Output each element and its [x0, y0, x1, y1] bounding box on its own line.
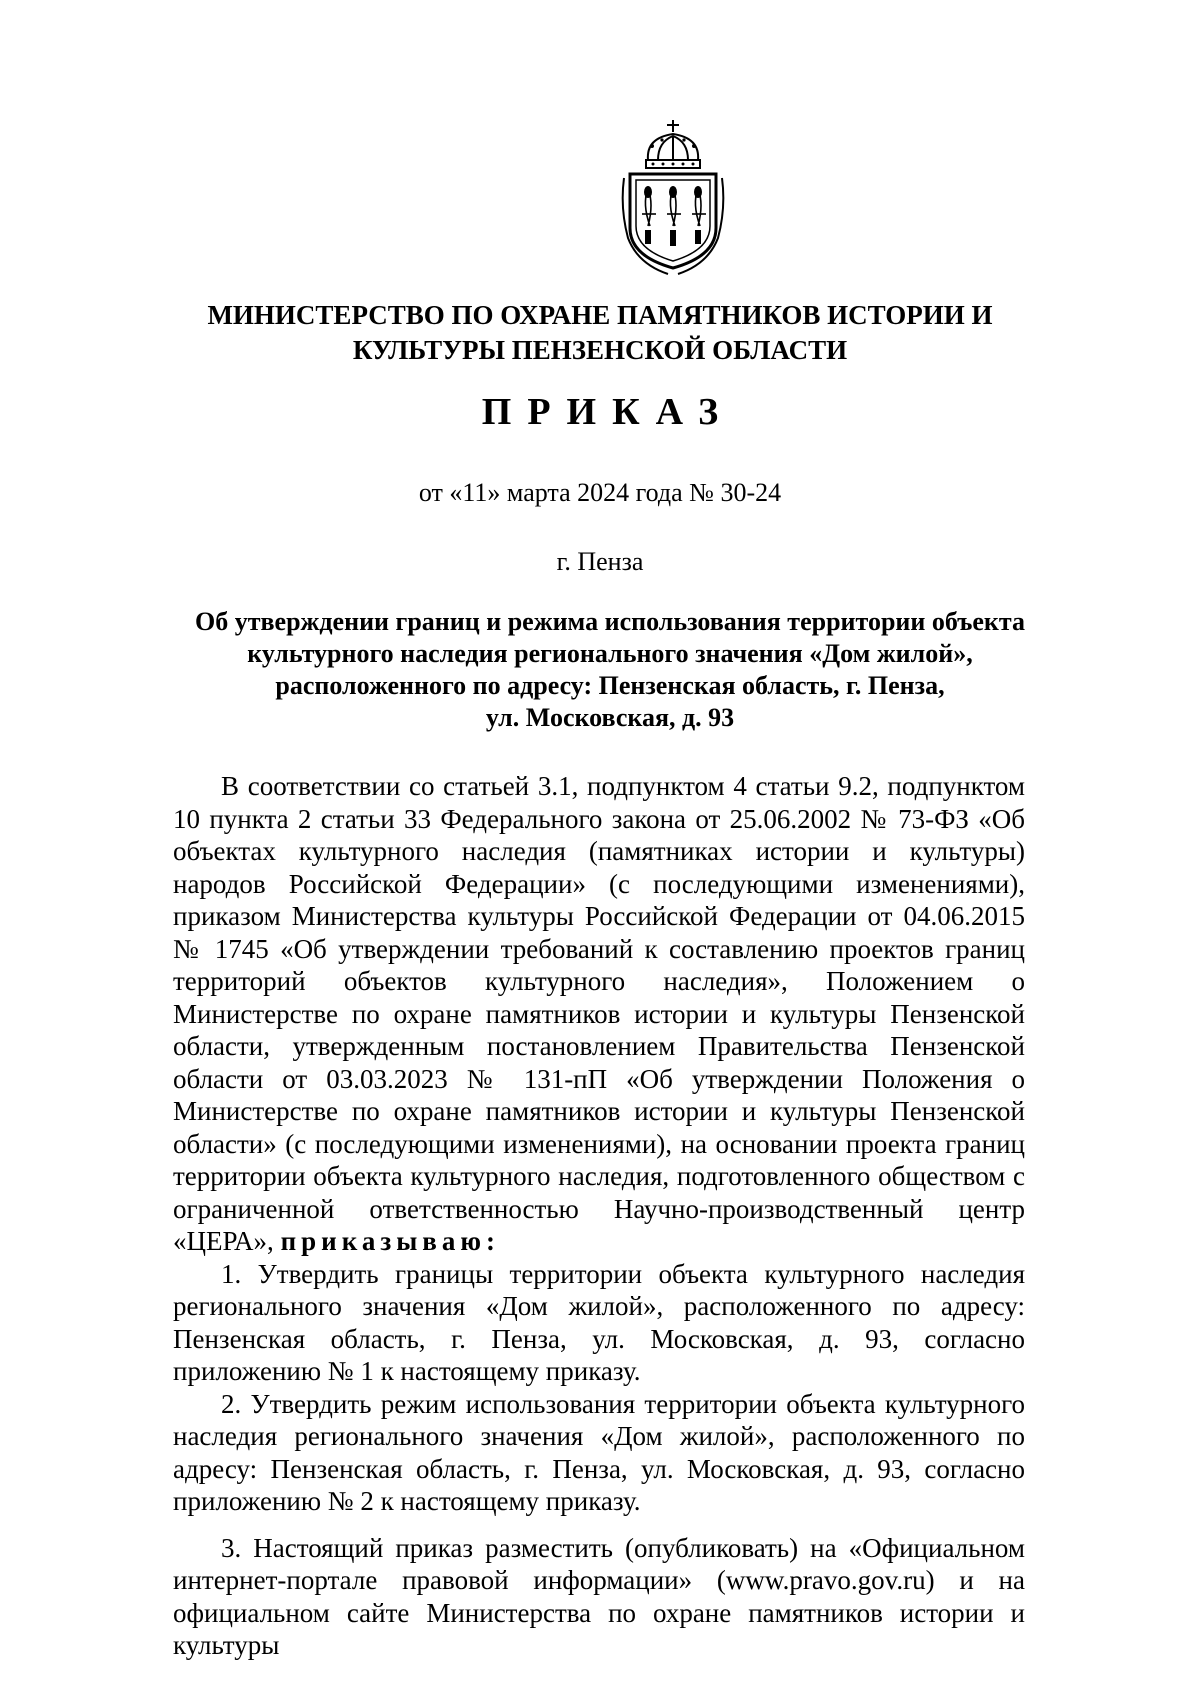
subject-line-4: ул. Московская, д. 93: [485, 703, 735, 732]
order-subject: [190, 606, 1030, 734]
ministry-name: [150, 298, 1050, 368]
order-body: [173, 770, 1025, 1662]
order-word: приказываю:: [280, 1226, 500, 1256]
subject-line-3: расположенного по адресу: Пензенская область, г. Пенза,: [275, 671, 945, 700]
item-1: 1. Утвердить границы территории объекта культурного наследия регионального значения «Дом жилой», расположенного по адресу: Пензенская область, г. Пенза, ул. Московская, д. 93, согласно приложению № 1 к настоящему приказу.: [173, 1258, 1025, 1386]
ministry-line-1: МИНИСТЕРСТВО ПО ОХРАНЕ ПАМЯТНИКОВ ИСТОРИИ И: [207, 300, 993, 330]
city-name: г. Пенза: [556, 547, 644, 576]
preamble-paragraph: [173, 770, 1025, 1258]
document-type-title: ПРИКАЗ: [481, 391, 735, 433]
subject-line-1: Об утверждении границ и режима использования территории объекта: [195, 607, 1025, 636]
item-2: 2. Утвердить режим использования территории объекта культурного наследия регионального значения «Дом жилой», расположенного по адресу: Пензенская область, г. Пенза, ул. Московская, д. 93, согласно приложению № 2 к настоящему приказу.: [173, 1388, 1025, 1516]
ministry-line-2: КУЛЬТУРЫ ПЕНЗЕНСКОЙ ОБЛАСТИ: [352, 335, 848, 365]
item-3: 3. Настоящий приказ разместить (опубликовать) на «Официальном интернет-портале правовой информации» (www.pravo.gov.ru) и на официальном сайте Министерства по охране памятников истории и культуры: [173, 1532, 1025, 1660]
date-and-number: от «11» марта 2024 года № 30-24: [418, 478, 782, 507]
coat-of-arms-icon: [618, 118, 728, 276]
preamble-text: В соответствии со статьей 3.1, подпунктом 4 статьи 9.2, подпунктом 10 пункта 2 статьи 33 Федерального закона от 25.06.2002 № 73-ФЗ «Об объектах культурного наследия (памятниках истории и культуры) народов Российской Федерации» (с последующими изменениями), приказом Министерства культуры Российской Федерации от 04.06.2015 № 1745 «Об утверждении требований к составлению проектов границ территорий объектов культурного наследия», Положением о Министерстве по охране памятников истории и культуры Пензенской области, утвержденным постановлением Правительства Пензенской области от 03.03.2023 № 131-пП «Об утверждении Положения о Министерстве по охране памятников истории и культуры Пензенской области» (с последующими изменениями), на основании проекта границ территории объекта культурного наследия, подготовленного обществом с ограниченной ответственностью Научно-производственный центр «ЦЕРА»,: [173, 771, 1025, 1256]
subject-line-2: культурного наследия регионального значения «Дом жилой»,: [247, 639, 973, 668]
